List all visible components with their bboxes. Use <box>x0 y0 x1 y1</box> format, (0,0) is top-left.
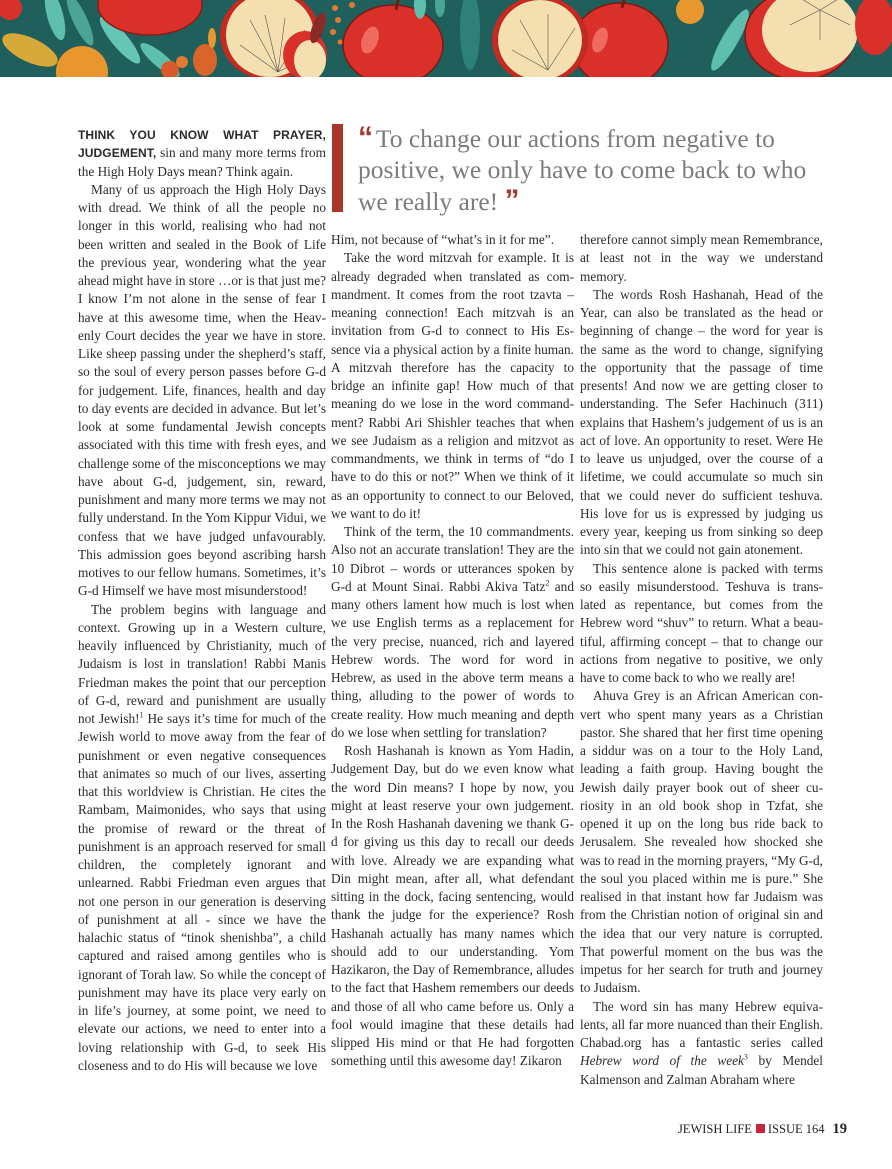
pull-quote-text: To change our actions from negative to positive, we only have to come back to who we really are! <box>358 124 807 216</box>
publication-name: JEWISH LIFE <box>677 1122 752 1136</box>
issue-number: ISSUE 164 <box>767 1122 825 1136</box>
footnote-ref: 3 <box>743 1052 748 1062</box>
header-illustration <box>0 0 892 77</box>
pull-quote-text-block <box>358 122 838 217</box>
intro-paragraph: THINK YOU KNOW WHAT PRAYER, JUDGEMENT, sin and many more terms from the High Holy Days mean? Think again. <box>78 128 326 179</box>
paragraph: Ahuva Grey is an African American convert who spent many years as a Christian pastor. She shared that her first time opening a siddur was on a tour to the Holy Land, leading a faith group. Having bought the Jewish daily prayer book out of sheer curiosity in an old book shop in Tzfat, she opened it up on the long bus ride back to Jerusalem. She revealed how shocked she was to read in the morning prayers, “My G-d, the soul you placed within me is pure.” She realised in that instant how far Judaism was from the Christian notion of original sin and the idea that our very nature is corrupted. That powerful moment on the bus was the impetus for her search for truth and journey to Judaism. <box>580 688 823 996</box>
paragraph: Think of the term, the 10 commandments. Also not an accurate translation! They are the 10 Dibrot – words or utterances spoken by G-d at Mount Sinai. Rabbi Akiva Tatz$^2$ and many others lament how much is lost when we use English terms as a replacement for the very precise, nuanced, rich and layered Hebrew words. The word for word in Hebrew, as used in the above term means a thing, alluding to the power of words to create reality. How much meaning and depth do we lose when settling for translation? <box>331 524 574 740</box>
footnote-ref: 2 <box>545 578 550 588</box>
paragraph: therefore cannot simply mean Remembrance, at least not in the way we understand memory. <box>580 232 823 284</box>
paragraph: The problem begins with language and context. Growing up in a Western culture, heavily influenced by Christianity, much of Judaism is lost in translation! Rabbi Manis Friedman makes the point that our perception of G-d, reward and punishment are usually not Jewish!$^1$ He says it’s time for much of the Jewish world to move away from the fear of punishment or even negative consequences that animates so much of our lives, asserting that this worldview is Christian. He cites the Rambam, Maimonides, who says that using the promise of reward or the threat of punishment is an approach reserved for small children, the completely ignorant and unlearned. Rabbi Friedman even argues that not one person in our generation is deserving of punishment at all - since we have the halachic status of “tinok shenishba”, a child captured and raised among gentiles who is ignorant of Torah law. So while the concept of punishment may have its place very early on in life’s journey, at some point, we need to elevate our actions, we need to enter into a loving relationship with G-d, to seek His closeness and to do His will because we love <box>78 601 326 1073</box>
paragraph: Take the word mitzvah for example. It is already degraded when translated as commandment. It comes from the root tzavta – meaning connection! Each mitzvah is an invitation from G-d to connect to His Essence via a physical action by a finite human. A mitzvah therefore has the capacity to bridge an infinite gap! How much of that meaning do we lose in the word commandment? Rabbi Ari Shishler teaches that when we see Judaism as a religion and mitzvot as commandments, we think in terms of “do I have to do this or not?” When we think of it as an opportunity to connect to our Beloved, we want to do it! <box>331 250 574 521</box>
article-column-1 <box>78 126 326 1075</box>
square-separator-icon <box>756 1124 765 1133</box>
article-column-2 <box>331 231 574 1071</box>
close-quote-icon: ” <box>504 184 517 217</box>
pull-quote-accent-bar <box>332 124 343 212</box>
paragraph: The word sin has many Hebrew equivalents, all far more nuanced than their English. Chabad.org has a fantastic series called Hebrew word of the week$^3$ by Mendel Kalmenson and Zalman Abraham where <box>580 998 823 1087</box>
pull-quote <box>331 122 831 218</box>
paragraph: Rosh Hashanah is known as Yom Hadin, Judgement Day, but do we even know what the word Din means? I hope by now, you might at least reserve your own judgement. In the Rosh Hashanah davening we thank G-d for giving us this day to recall our deeds with love. Already we are expanding what Din might mean, after all, what defendant sitting in the dock, facing sentencing, would thank the judge for the experience? Rosh Hashanah actually has many names which should add to our understanding. Yom Hazikaron, the Day of Remembrance, alludes to the fact that Hashem remembers our deeds and those of all who came before us. Only a fool would imagine that these details had slipped His mind or that He had forgotten something until this awesome day! Zikaron <box>331 743 574 1069</box>
paragraph: Him, not because of “what’s in it for me”. <box>331 232 555 247</box>
open-quote-icon: “ <box>358 121 370 154</box>
series-title: Hebrew word of the week <box>580 1053 744 1069</box>
paragraph: Many of us approach the High Holy Days with dread. We think of all the people no longer in this world, realising who had not been written and sealed in the Book of Life the previous year, wondering what the year ahead might have in store …or is that just me? I know I’m not alone in the sense of fear I have at this awesome time, when the Heavenly Court decides the year we have in store. Like sheep passing under the shepherd’s staff, so the soul of every person passes before G-d for judgement. Life, finances, health and day to day events are decided in advance. But let’s look at some fundamental Jewish concepts associated with this time with fresh eyes, and challenge some of the misconceptions we may have about G-d, judgement, sin, reward, punishment and many more terms we may not fully understand. In the Yom Kippur Vidui, we confess that we have judged unfavourably. This admission goes beyond ascribing harsh motives to our fellow humans. Sometimes, it’s G-d Himself we have most misunderstood! <box>78 181 326 599</box>
paragraph: This sentence alone is packed with terms so easily misunderstood. Teshuva is translated as repentance, but comes from the Hebrew word “shuv” to return. What a beautiful, affirming concept – that to change our actions from negative to positive, we only have to come back to who we really are! <box>580 560 823 685</box>
page-number: 19 <box>832 1121 847 1137</box>
paragraph: The words Rosh Hashanah, Head of the Year, can also be translated as the head or beginning of change – the word for year is the same as the word to change, signifying the opportunity that the passage of time presents! And now we are getting closer to understanding. The Sefer Hachinuch (311) explains that Hashem’s judgement of us is an act of love. An opportunity to reset. Were He to leave us unjudged, over the course of a lifetime, we could accumulate so much sin that we could never do sufficient teshuva. His love for us is expressed by judging us every year, keeping us from sinking so deep into sin that we could not gain atonement. <box>580 286 823 558</box>
footnote-ref: 1 <box>139 710 144 720</box>
apples-leaves-illustration <box>0 0 892 77</box>
article-column-3 <box>580 231 823 1089</box>
lead-in-caps: THINK YOU KNOW WHAT PRAYER, JUDGEMENT, <box>78 128 326 161</box>
page-footer <box>678 1121 847 1138</box>
